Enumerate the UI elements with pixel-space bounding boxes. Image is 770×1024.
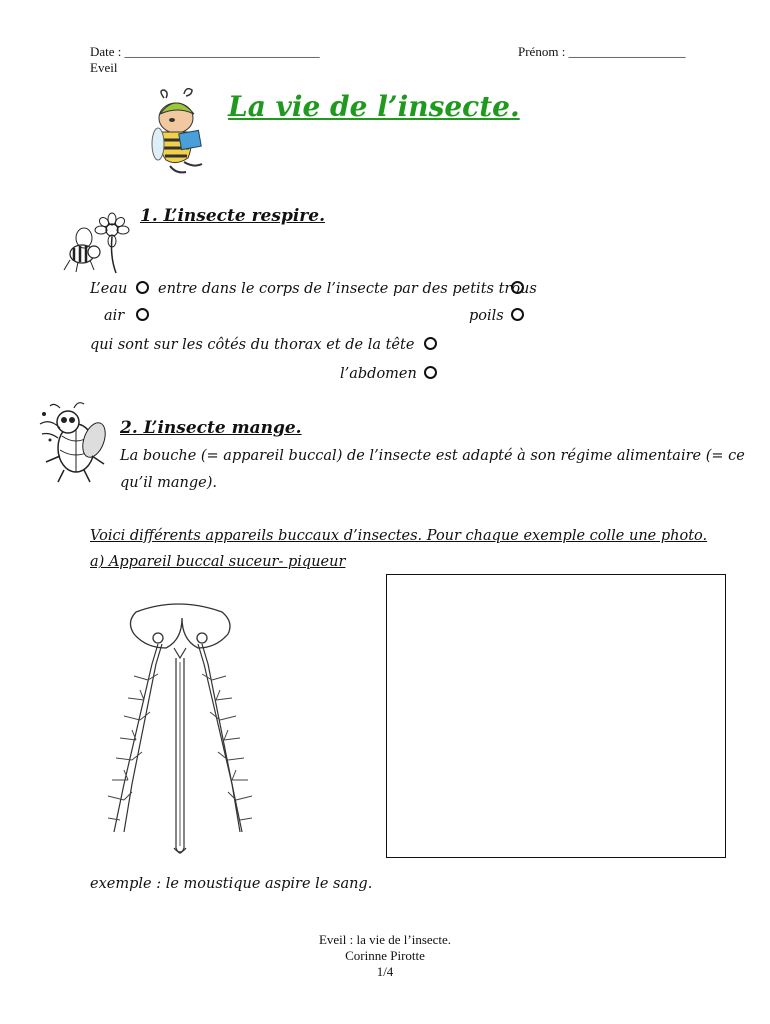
footer-author: Corinne Pirotte: [345, 948, 425, 963]
option-air: air: [104, 308, 125, 324]
choice-circle-eau[interactable]: [136, 281, 149, 294]
choice-circle-abdomen[interactable]: [424, 366, 437, 379]
choice-circle-poils[interactable]: [511, 308, 524, 321]
page-number: 1/4: [376, 964, 394, 979]
bee-flower-icon: [60, 210, 132, 276]
subject-label: Eveil: [90, 60, 118, 75]
beetle-eating-icon: [34, 400, 108, 486]
date-field: Date : ______________________________: [90, 44, 320, 59]
section1-heading: 1. L’insecte respire.: [140, 206, 325, 226]
choice-circle-trous[interactable]: [511, 281, 524, 294]
photo-paste-box[interactable]: [386, 574, 726, 858]
item-a-label: a) Appareil buccal suceur- piqueur: [90, 554, 346, 570]
choice-circle-air[interactable]: [136, 308, 149, 321]
footer-title: Eveil : la vie de l’insecte.: [318, 932, 452, 947]
mosquito-mouthpart-drawing: [100, 600, 260, 862]
page-title: La vie de l’insecte.: [228, 90, 520, 123]
section2-heading: 2. L’insecte mange.: [120, 418, 302, 438]
option-poils: poils: [469, 308, 504, 324]
choice-circle-tete[interactable]: [424, 337, 437, 350]
prenom-field: Prénom : __________________: [518, 44, 686, 59]
section2-paragraph-line2: qu’il mange).: [120, 475, 217, 491]
option-abdomen: l’abdomen: [340, 366, 417, 382]
example-text: exemple : le moustique aspire le sang.: [90, 876, 373, 892]
activity-instruction: Voici différents appareils buccaux d’insectes. Pour chaque exemple colle une photo.: [90, 528, 708, 544]
sentence-part: entre dans le corps de l’insecte par des petits trous: [158, 281, 537, 297]
sentence-location: qui sont sur les côtés du thorax et de la tête: [90, 337, 415, 353]
sentence-start: L’eau: [90, 281, 128, 297]
bee-reading-icon: [150, 88, 220, 178]
section2-paragraph-line1: La bouche (= appareil buccal) de l’insecte est adapté à son régime alimentaire (= ce: [120, 448, 745, 464]
